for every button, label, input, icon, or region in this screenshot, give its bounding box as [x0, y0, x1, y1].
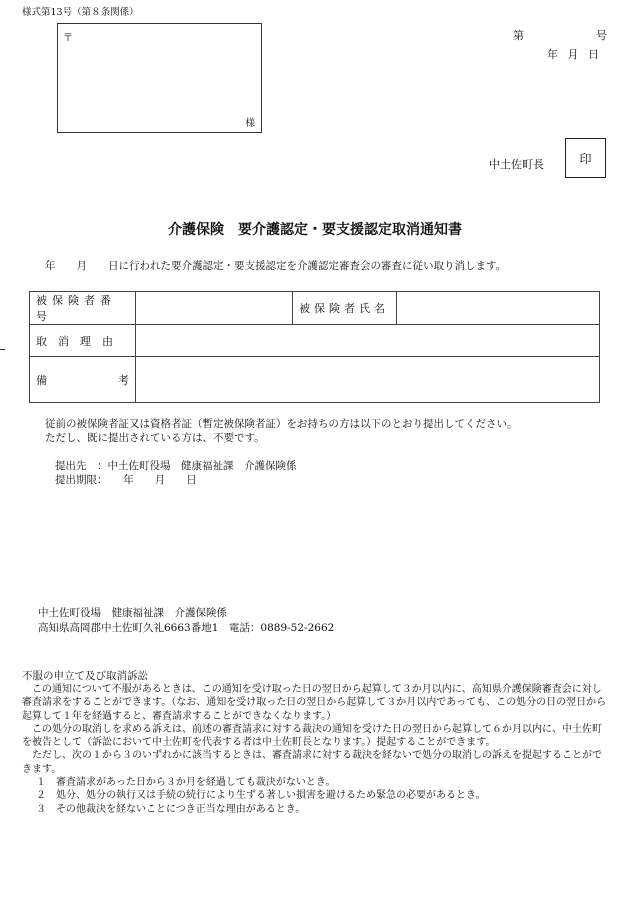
insured-number-value [136, 292, 293, 325]
address-box [57, 23, 262, 133]
seal-label: 印 [579, 151, 592, 166]
submission-line-2: ただし、既に提出されている方は、不要です。 [45, 432, 265, 444]
appeal-paragraph-3: ただし、次の１から３のいずれかに該当するときは、審査請求に対する裁決を経ないで処分の取消しの訴えを提起することができます。 [22, 750, 602, 775]
appeal-paragraph-1: この通知について不服があるときは、この通知を受け取った日の翌日から起算して３か月以内に、高知県介護保険審査会に対し審査請求をすることができます。（なお、通知を受け取った日の翌日から起算して３か月以内であっても、この処分の日の翌日から起算して１年を経過すると、審査請求することができなくなります。） [22, 684, 607, 722]
margin-mark [0, 349, 5, 350]
doc-number-suffix: 号 [596, 29, 607, 42]
appeal-notes [22, 683, 610, 816]
insured-name-label: 被保険者氏名 [293, 292, 397, 325]
intro-text: 年 月 日に行われた要介護認定・要支援認定を介護認定審査会の審査に従い取り消します。 [45, 260, 507, 272]
remarks-value [136, 357, 600, 403]
postal-mark: 〒 [63, 33, 73, 44]
appeal-item-3: ３ その他裁決を経ないことにつき正当な理由があるとき。 [36, 803, 306, 815]
insured-name-value [397, 292, 600, 325]
table-row [30, 325, 600, 357]
form-number: 様式第13号（第８条関係） [22, 7, 139, 18]
insured-number-label: 被保険者番号 [30, 292, 136, 325]
appeal-heading: 不服の申立て及び取消訴訟 [22, 670, 148, 682]
issue-date: 年 月 日 [547, 48, 599, 61]
seal-box [565, 138, 606, 178]
notice-table [29, 291, 600, 403]
addressee-suffix: 様 [245, 118, 255, 129]
submission-destination: 提出先 ：中土佐町役場 健康福祉課 介護保険係 [55, 460, 297, 472]
document-title: 介護保険 要介護認定・要支援認定取消通知書 [168, 222, 462, 238]
remarks-label-right: 考 [118, 373, 129, 387]
doc-number-prefix: 第 [513, 29, 524, 42]
remarks-label-left: 備 [36, 373, 47, 387]
appeal-paragraph-2: この処分の取消しを求める訴えは、前述の審査請求に対する裁決の通知を受けた日の翌日から起算して６か月以内に、中土佐町を被告として（訴訟において中土佐町を代表する者は中土佐町長となります。）提起することができます。 [22, 723, 602, 749]
submission-line-1: 従前の被保険者証又は資格者証（暫定被保険者証）をお持ちの方は以下のとおり提出してください。 [45, 418, 518, 430]
reason-label: 取 消 理 由 [30, 325, 136, 357]
appeal-item-1: １ 審査請求があった日から３か月を経過しても裁決がないとき。 [36, 777, 336, 789]
appeal-item-2: ２ 処分、処分の執行又は手続の続行により生ずる著しい損害を避けるため緊急の必要があるとき。 [36, 790, 486, 802]
office-name: 中土佐町役場 健康福祉課 介護保険係 [38, 607, 227, 619]
remarks-label-cell [30, 357, 136, 403]
table-row [30, 292, 600, 325]
office-address: 高知県高岡郡中土佐町久礼6663番地1 電話：0889-52-2662 [38, 622, 335, 634]
issuer-name: 中土佐町長 [489, 158, 544, 171]
reason-value [136, 325, 600, 357]
table-row [30, 357, 600, 403]
submission-deadline: 提出期限： 年 月 日 [55, 474, 197, 486]
